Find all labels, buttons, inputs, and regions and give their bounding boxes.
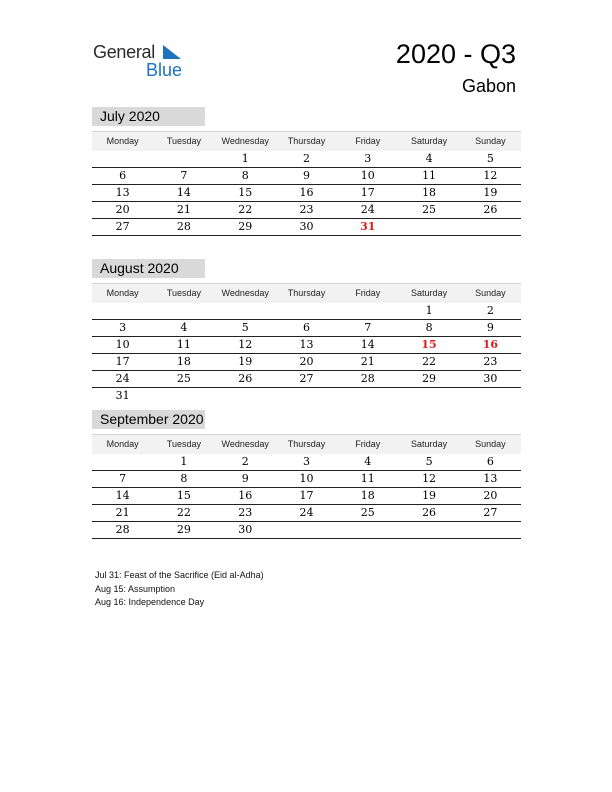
page-title: 2020 - Q3 [395, 39, 516, 69]
day-cell: 8 [425, 321, 433, 334]
day-cell: 26 [483, 203, 498, 216]
week-row [92, 151, 521, 168]
day-header: Thursday [287, 439, 326, 449]
day-cell: 19 [422, 489, 437, 502]
day-cell [460, 522, 521, 538]
day-cell: 13 [483, 472, 498, 485]
day-cell: 12 [483, 169, 498, 182]
day-cell: 11 [176, 338, 191, 351]
logo [93, 41, 193, 81]
day-header: Wednesday [221, 439, 269, 449]
day-cell [153, 151, 214, 167]
day-cell: 23 [238, 506, 253, 519]
day-cell: 28 [360, 372, 375, 385]
day-header: Saturday [411, 136, 448, 146]
logo-text-general: General [93, 42, 155, 62]
logo-text-blue: Blue [146, 60, 183, 80]
day-cell: 13 [299, 338, 314, 351]
day-cell: 29 [176, 523, 191, 536]
day-cell: 12 [422, 472, 437, 485]
week-row [92, 320, 521, 337]
day-cell [276, 303, 337, 319]
day-cell [460, 219, 521, 235]
day-cell [398, 388, 459, 404]
day-headers [92, 434, 521, 454]
day-cell: 14 [115, 489, 130, 502]
day-cell [337, 303, 398, 319]
holiday-note: Aug 15: Assumption [95, 583, 176, 594]
day-header: Thursday [287, 136, 326, 146]
day-cell: 15 [238, 186, 253, 199]
day-cell: 16 [238, 489, 253, 502]
day-cell [398, 522, 459, 538]
day-cell: 27 [483, 506, 498, 519]
day-cell: 14 [176, 186, 191, 199]
day-cell: 22 [176, 506, 191, 519]
day-cell [337, 522, 398, 538]
week-row [92, 454, 521, 471]
day-cell: 4 [425, 152, 433, 165]
week-row [92, 185, 521, 202]
day-cell [398, 219, 459, 235]
day-cell [153, 388, 214, 404]
day-header: Saturday [411, 439, 448, 449]
day-cell: 18 [176, 355, 191, 368]
day-header: Friday [355, 136, 381, 146]
day-header: Saturday [411, 288, 448, 298]
day-cell [337, 388, 398, 404]
day-cell [215, 303, 276, 319]
day-cell: 31 [360, 220, 376, 233]
day-cell: 25 [422, 203, 437, 216]
day-header: Tuesday [166, 439, 202, 449]
day-header: Monday [106, 439, 139, 449]
day-cell: 7 [180, 169, 188, 182]
day-cell: 19 [483, 186, 498, 199]
day-cell: 3 [302, 455, 310, 468]
week-row [92, 522, 521, 539]
day-cell: 9 [302, 169, 310, 182]
day-cell: 25 [360, 506, 375, 519]
day-cell: 24 [299, 506, 314, 519]
day-cell: 26 [238, 372, 253, 385]
day-cell: 17 [299, 489, 314, 502]
day-cell: 8 [241, 169, 249, 182]
day-header: Wednesday [221, 288, 269, 298]
day-cell: 6 [302, 321, 310, 334]
day-cell: 17 [115, 355, 130, 368]
day-cell: 6 [119, 169, 127, 182]
week-row [92, 488, 521, 505]
day-headers [92, 131, 521, 151]
day-cell: 1 [425, 304, 433, 317]
week-row [92, 219, 521, 236]
day-cell: 7 [364, 321, 372, 334]
week-row [92, 168, 521, 185]
day-cell: 28 [176, 220, 191, 233]
day-cell: 11 [360, 472, 375, 485]
day-cell: 26 [422, 506, 437, 519]
day-cell: 1 [241, 152, 249, 165]
week-row [92, 337, 521, 354]
holiday-note: Jul 31: Feast of the Sacrifice (Eid al-Adha) [95, 570, 264, 580]
day-cell [460, 388, 521, 404]
day-header: Sunday [475, 288, 506, 298]
day-cell [92, 151, 153, 167]
day-cell: 24 [360, 203, 375, 216]
day-cell: 24 [115, 372, 130, 385]
day-cell: 20 [483, 489, 498, 502]
day-cell: 10 [299, 472, 314, 485]
day-cell: 28 [115, 523, 130, 536]
day-cell: 29 [238, 220, 253, 233]
day-cell: 21 [115, 506, 130, 519]
day-cell: 2 [486, 304, 494, 317]
day-cell: 8 [180, 472, 188, 485]
day-headers [92, 283, 521, 303]
day-cell: 6 [486, 455, 494, 468]
day-cell: 5 [486, 152, 494, 165]
day-header: Monday [106, 288, 139, 298]
day-header: Sunday [475, 439, 506, 449]
day-cell: 11 [422, 169, 437, 182]
week-row [92, 505, 521, 522]
day-cell: 16 [299, 186, 314, 199]
day-cell: 3 [364, 152, 372, 165]
day-header: Friday [355, 288, 381, 298]
day-cell: 15 [421, 338, 437, 351]
day-header: Sunday [475, 136, 506, 146]
day-cell: 18 [360, 489, 375, 502]
day-cell: 31 [115, 389, 130, 402]
day-cell: 4 [180, 321, 188, 334]
day-cell: 21 [176, 203, 191, 216]
day-cell [153, 303, 214, 319]
month-july [92, 107, 521, 236]
day-header: Tuesday [166, 136, 202, 146]
week-row [92, 471, 521, 488]
day-cell: 21 [360, 355, 375, 368]
day-cell: 9 [241, 472, 249, 485]
day-cell: 10 [115, 338, 130, 351]
day-cell: 5 [241, 321, 249, 334]
day-cell: 17 [360, 186, 375, 199]
week-row [92, 303, 521, 320]
day-cell: 25 [176, 372, 191, 385]
day-cell [215, 388, 276, 404]
day-cell: 30 [238, 523, 253, 536]
month-title: September 2020 [92, 410, 205, 429]
day-cell: 15 [176, 489, 191, 502]
day-cell: 5 [425, 455, 433, 468]
day-header: Wednesday [221, 136, 269, 146]
holiday-note: Aug 16: Independence Day [95, 597, 205, 607]
day-cell: 18 [422, 186, 437, 199]
day-cell: 9 [486, 321, 494, 334]
day-cell: 3 [119, 321, 127, 334]
day-cell: 20 [299, 355, 314, 368]
day-cell: 23 [299, 203, 314, 216]
day-header: Tuesday [166, 288, 202, 298]
day-cell [92, 303, 153, 319]
day-cell: 4 [364, 455, 372, 468]
day-cell [276, 388, 337, 404]
day-cell: 27 [115, 220, 130, 233]
day-cell [276, 522, 337, 538]
day-cell: 10 [360, 169, 375, 182]
month-title: August 2020 [92, 259, 205, 278]
week-row [92, 388, 521, 404]
month-september [92, 410, 521, 539]
day-cell [92, 454, 153, 470]
day-cell: 22 [422, 355, 437, 368]
day-header: Friday [355, 439, 381, 449]
day-header: Thursday [287, 288, 326, 298]
week-row [92, 371, 521, 388]
country-name: Gabon [461, 76, 516, 96]
day-cell: 1 [180, 455, 188, 468]
day-cell: 23 [483, 355, 498, 368]
week-row [92, 202, 521, 219]
day-cell: 19 [238, 355, 253, 368]
day-cell: 2 [241, 455, 249, 468]
day-cell: 7 [119, 472, 127, 485]
day-header: Monday [106, 136, 139, 146]
holiday-notes [95, 569, 264, 610]
day-cell: 16 [482, 338, 498, 351]
week-row [92, 354, 521, 371]
month-august [92, 259, 521, 404]
day-cell: 30 [483, 372, 498, 385]
day-cell: 22 [238, 203, 253, 216]
day-cell: 12 [238, 338, 253, 351]
day-cell: 14 [360, 338, 375, 351]
day-cell: 27 [299, 372, 314, 385]
day-cell: 20 [115, 203, 130, 216]
day-cell: 13 [115, 186, 130, 199]
day-cell: 30 [299, 220, 314, 233]
day-cell: 29 [422, 372, 437, 385]
month-title: July 2020 [92, 107, 205, 126]
day-cell: 2 [302, 152, 310, 165]
